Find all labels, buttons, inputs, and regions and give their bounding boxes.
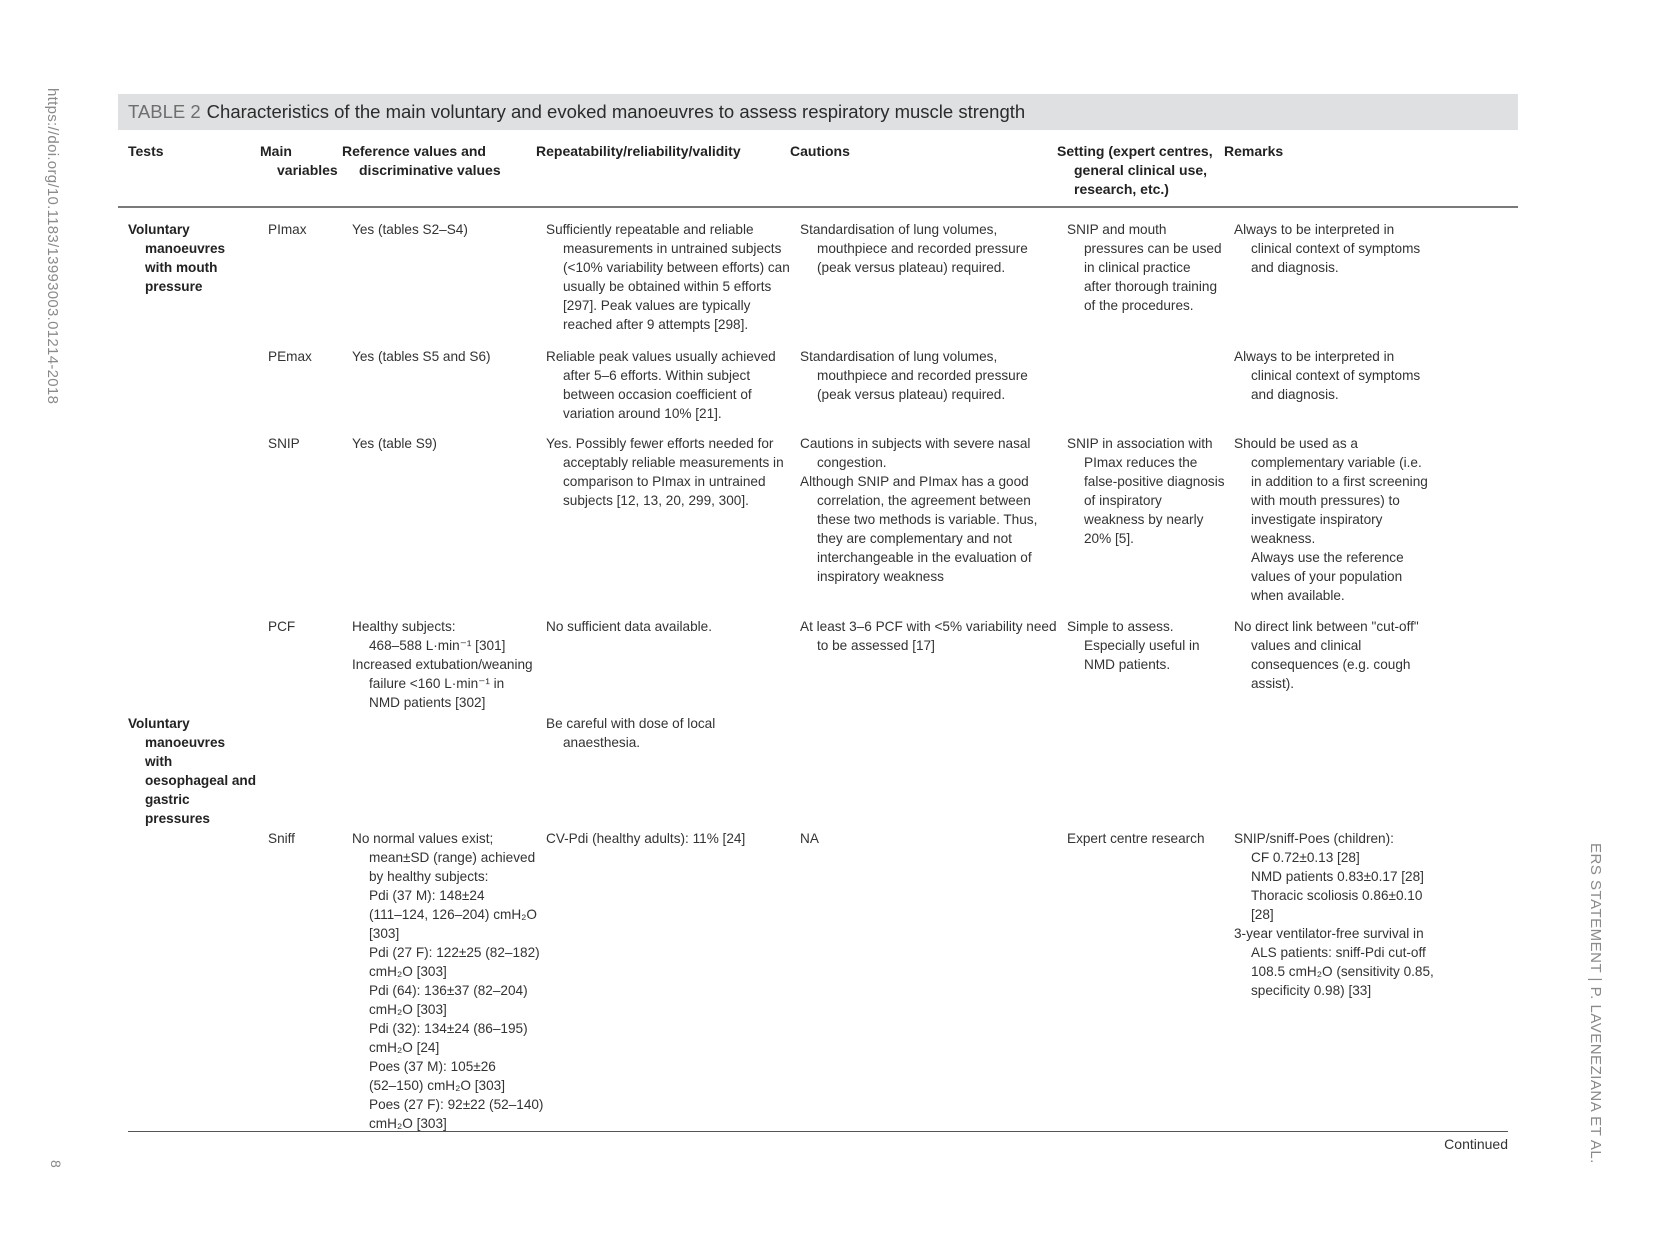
cell-test [128, 714, 256, 828]
cell-line: Although SNIP and PImax has a good [800, 474, 1029, 489]
cell-line: Always use the reference [1251, 550, 1404, 565]
cell-cautions [800, 617, 1057, 655]
cell-line: No direct link between "cut-off" [1234, 619, 1419, 634]
header-text: discriminative values [359, 162, 501, 178]
cell-reference [352, 829, 543, 1133]
cell-line: pressure [145, 279, 203, 294]
cell-line: Cautions in subjects with severe nasal [800, 436, 1031, 451]
cell-line: Pdi (37 M): 148±24 [369, 888, 485, 903]
cell-setting [1067, 220, 1222, 315]
cell-line: Pdi (32): 134±24 (86–195) [369, 1021, 528, 1036]
cell-line: cmH₂O [303] [369, 1002, 447, 1017]
cell-line: Standardisation of lung volumes, [800, 349, 998, 364]
cell-line: ALS patients: sniff-Pdi cut-off [1251, 945, 1426, 960]
cell-line: inspiratory weakness [817, 569, 944, 584]
cell-remarks [1234, 220, 1420, 277]
cell-line: cmH₂O [303] [369, 964, 447, 979]
cell-line: mean±SD (range) achieved [369, 850, 536, 865]
cell-line: CV-Pdi (healthy adults): 11% [24] [546, 831, 746, 846]
cell-line: NMD patients 0.83±0.17 [28] [1251, 869, 1424, 884]
cell-line: clinical context of symptoms [1251, 241, 1421, 256]
cell-line: PImax [268, 222, 307, 237]
cell-line: subjects [12, 13, 20, 299, 300]. [563, 493, 749, 508]
cell-line: NMD patients. [1084, 657, 1171, 672]
cell-line: Voluntary [128, 222, 190, 237]
cell-line: assist). [1251, 676, 1295, 691]
cell-line: Yes (tables S2–S4) [352, 222, 468, 237]
cell-line: Yes (tables S5 and S6) [352, 349, 491, 364]
cell-line: anaesthesia. [563, 735, 641, 750]
cell-repeatability [546, 714, 715, 752]
cell-line: PImax reduces the [1084, 455, 1198, 470]
cell-line: when available. [1251, 588, 1345, 603]
header-main-variables [260, 142, 338, 180]
cell-line: after 5–6 efforts. Within subject [563, 368, 751, 383]
header-text: Reference values and [342, 143, 486, 159]
cell-line: specificity 0.98) [33] [1251, 983, 1372, 998]
cell-line: No sufficient data available. [546, 619, 712, 634]
cell-line: PCF [268, 619, 296, 634]
cell-line: and diagnosis. [1251, 387, 1339, 402]
cell-line: comparison to PImax in untrained [563, 474, 766, 489]
cell-line: Especially useful in [1084, 638, 1200, 653]
cell-line: (52–150) cmH₂O [303] [369, 1078, 505, 1093]
cell-line: NMD patients [302] [369, 695, 486, 710]
cell-line: CF 0.72±0.13 [28] [1251, 850, 1360, 865]
cell-line: weakness by nearly [1084, 512, 1204, 527]
cell-line: Sniff [268, 831, 295, 846]
cell-line: Be careful with dose of local [546, 716, 716, 731]
cell-line: (peak versus plateau) required. [817, 387, 1006, 402]
running-head: ERS STATEMENT | P. LAVENEZIANA ET AL. [1587, 843, 1604, 1164]
cell-variable [268, 347, 312, 366]
table-title: Characteristics of the main voluntary and evoked manoeuvres to assess respiratory muscle strength [206, 101, 1026, 122]
cell-line: they are complementary and not [817, 531, 1012, 546]
cell-line: interchangeable in the evaluation of [817, 550, 1032, 565]
cell-line: weakness. [1251, 531, 1316, 546]
cell-line: No normal values exist; [352, 831, 494, 846]
cell-line: At least 3–6 PCF with <5% variability need [800, 619, 1057, 634]
header-text: general clinical use, [1074, 162, 1208, 178]
cell-line: PEmax [268, 349, 312, 364]
cell-remarks [1234, 829, 1434, 1000]
cell-line: correlation, the agreement between [817, 493, 1031, 508]
cell-line: (<10% variability between efforts) can [563, 260, 790, 275]
cell-line: values and clinical [1251, 638, 1362, 653]
cell-repeatability [546, 434, 784, 510]
cell-line: 20% [5]. [1084, 531, 1134, 546]
cell-line: reached after 9 attempts [298]. [563, 317, 749, 332]
cell-cautions [800, 220, 1028, 277]
header-reference [342, 142, 501, 180]
cell-line: Thoracic scoliosis 0.86±0.10 [1251, 888, 1423, 903]
cell-setting [1067, 617, 1200, 674]
cell-line: (peak versus plateau) required. [817, 260, 1006, 275]
cell-line: with mouth [145, 260, 218, 275]
cell-line: mouthpiece and recorded pressure [817, 368, 1028, 383]
cell-line: after thorough training [1084, 279, 1218, 294]
cell-line: Poes (37 M): 105±26 [369, 1059, 496, 1074]
cell-line: 468–588 L·min⁻¹ [301] [369, 638, 506, 653]
cell-line: 108.5 cmH₂O (sensitivity 0.85, [1251, 964, 1434, 979]
cell-variable [268, 434, 300, 453]
cell-line: in clinical practice [1084, 260, 1191, 275]
cell-line: values of your population [1251, 569, 1403, 584]
cell-line: with mouth pressures) to [1251, 493, 1400, 508]
cell-repeatability [546, 347, 776, 423]
cell-line: false-positive diagnosis [1084, 474, 1225, 489]
cell-repeatability [546, 617, 712, 636]
cell-line: SNIP/sniff-Poes (children): [1234, 831, 1394, 846]
cell-line: Yes (table S9) [352, 436, 437, 451]
cell-line: [297]. Peak values are typically [563, 298, 751, 313]
cell-cautions [800, 347, 1028, 404]
cell-line: and diagnosis. [1251, 260, 1339, 275]
cell-line: of inspiratory [1084, 493, 1162, 508]
cell-line: variation around 10% [21]. [563, 406, 722, 421]
cell-setting [1067, 829, 1205, 848]
continued-label: Continued [1444, 1136, 1508, 1152]
cell-line: congestion. [817, 455, 887, 470]
cell-line: clinical context of symptoms [1251, 368, 1421, 383]
cell-line: of the procedures. [1084, 298, 1194, 313]
cell-line: cmH₂O [303] [369, 1116, 447, 1131]
cell-variable [268, 617, 295, 636]
cell-reference [352, 434, 437, 453]
cell-test [128, 220, 225, 296]
cell-line: manoeuvres [145, 241, 226, 256]
cell-line: measurements in untrained subjects [563, 241, 782, 256]
cell-line: SNIP in association with [1067, 436, 1213, 451]
cell-reference [352, 220, 468, 239]
cell-line: failure <160 L·min⁻¹ in [369, 676, 505, 691]
cell-reference [352, 617, 533, 712]
header-repeatability: Repeatability/reliability/validity [536, 143, 741, 159]
header-text: variables [277, 162, 338, 178]
cell-remarks [1234, 347, 1420, 404]
cell-line: investigate inspiratory [1251, 512, 1383, 527]
cell-line: Pdi (27 F): 122±25 (82–182) [369, 945, 540, 960]
cell-line: pressures can be used [1084, 241, 1222, 256]
cell-line: [303] [369, 926, 400, 941]
cell-line: Voluntary [128, 716, 190, 731]
cell-line: Simple to assess. [1067, 619, 1174, 634]
cell-line: Sufficiently repeatable and reliable [546, 222, 754, 237]
header-text: Setting (expert centres, [1057, 143, 1213, 159]
cell-variable [268, 220, 307, 239]
cell-line: SNIP [268, 436, 300, 451]
cell-remarks [1234, 617, 1419, 693]
cell-line: in addition to a first screening [1251, 474, 1428, 489]
cell-line: to be assessed [17] [817, 638, 935, 653]
table-caption [118, 94, 1518, 130]
table-label: TABLE 2 [128, 101, 201, 122]
cell-line: manoeuvres [145, 735, 226, 750]
cell-line: usually be obtained within 5 efforts [563, 279, 772, 294]
header-tests: Tests [128, 143, 164, 159]
cell-line: [28] [1251, 907, 1274, 922]
cell-line: cmH₂O [24] [369, 1040, 440, 1055]
cell-line: consequences (e.g. cough [1251, 657, 1411, 672]
header-cautions: Cautions [790, 143, 850, 159]
cell-line: Increased extubation/weaning [352, 657, 533, 672]
cell-line: 3-year ventilator-free survival in [1234, 926, 1424, 941]
cell-line: these two methods is variable. Thus, [817, 512, 1038, 527]
cell-line: gastric [145, 792, 190, 807]
cell-repeatability [546, 829, 745, 848]
cell-line: oesophageal and [145, 773, 257, 788]
cell-line: NA [800, 831, 819, 846]
cell-variable [268, 829, 295, 848]
cell-line: pressures [145, 811, 210, 826]
header-setting [1057, 142, 1213, 199]
table-header [118, 140, 1518, 208]
header-text: Main [260, 143, 292, 159]
cell-line: Should be used as a [1234, 436, 1358, 451]
cell-line: Always to be interpreted in [1234, 349, 1395, 364]
cell-reference [352, 347, 491, 366]
cell-line: Standardisation of lung volumes, [800, 222, 998, 237]
cell-line: acceptably reliable measurements in [563, 455, 784, 470]
cell-line: by healthy subjects: [369, 869, 489, 884]
page-number: 8 [48, 1160, 64, 1168]
table-bottom-rule [128, 1131, 1508, 1132]
cell-cautions [800, 434, 1037, 586]
cell-line: Poes (27 F): 92±22 (52–140) [369, 1097, 544, 1112]
cell-line: Reliable peak values usually achieved [546, 349, 776, 364]
cell-line: (111–124, 126–204) cmH₂O [369, 907, 537, 922]
cell-line: between occasion coefficient of [563, 387, 752, 402]
cell-line: Always to be interpreted in [1234, 222, 1395, 237]
header-remarks: Remarks [1224, 143, 1284, 159]
cell-line: SNIP and mouth [1067, 222, 1167, 237]
header-text: research, etc.) [1074, 181, 1169, 197]
cell-line: Healthy subjects: [352, 619, 456, 634]
cell-line: mouthpiece and recorded pressure [817, 241, 1028, 256]
cell-cautions [800, 829, 819, 848]
doi-link[interactable]: https://doi.org/10.1183/13993003.01214-2018 [44, 88, 61, 405]
cell-line: with [145, 754, 173, 769]
cell-line: Expert centre research [1067, 831, 1205, 846]
cell-repeatability [546, 220, 790, 334]
cell-line: Yes. Possibly fewer efforts needed for [546, 436, 774, 451]
cell-setting [1067, 434, 1225, 548]
cell-line: complementary variable (i.e. [1251, 455, 1422, 470]
cell-remarks [1234, 434, 1428, 605]
cell-line: Pdi (64): 136±37 (82–204) [369, 983, 528, 998]
